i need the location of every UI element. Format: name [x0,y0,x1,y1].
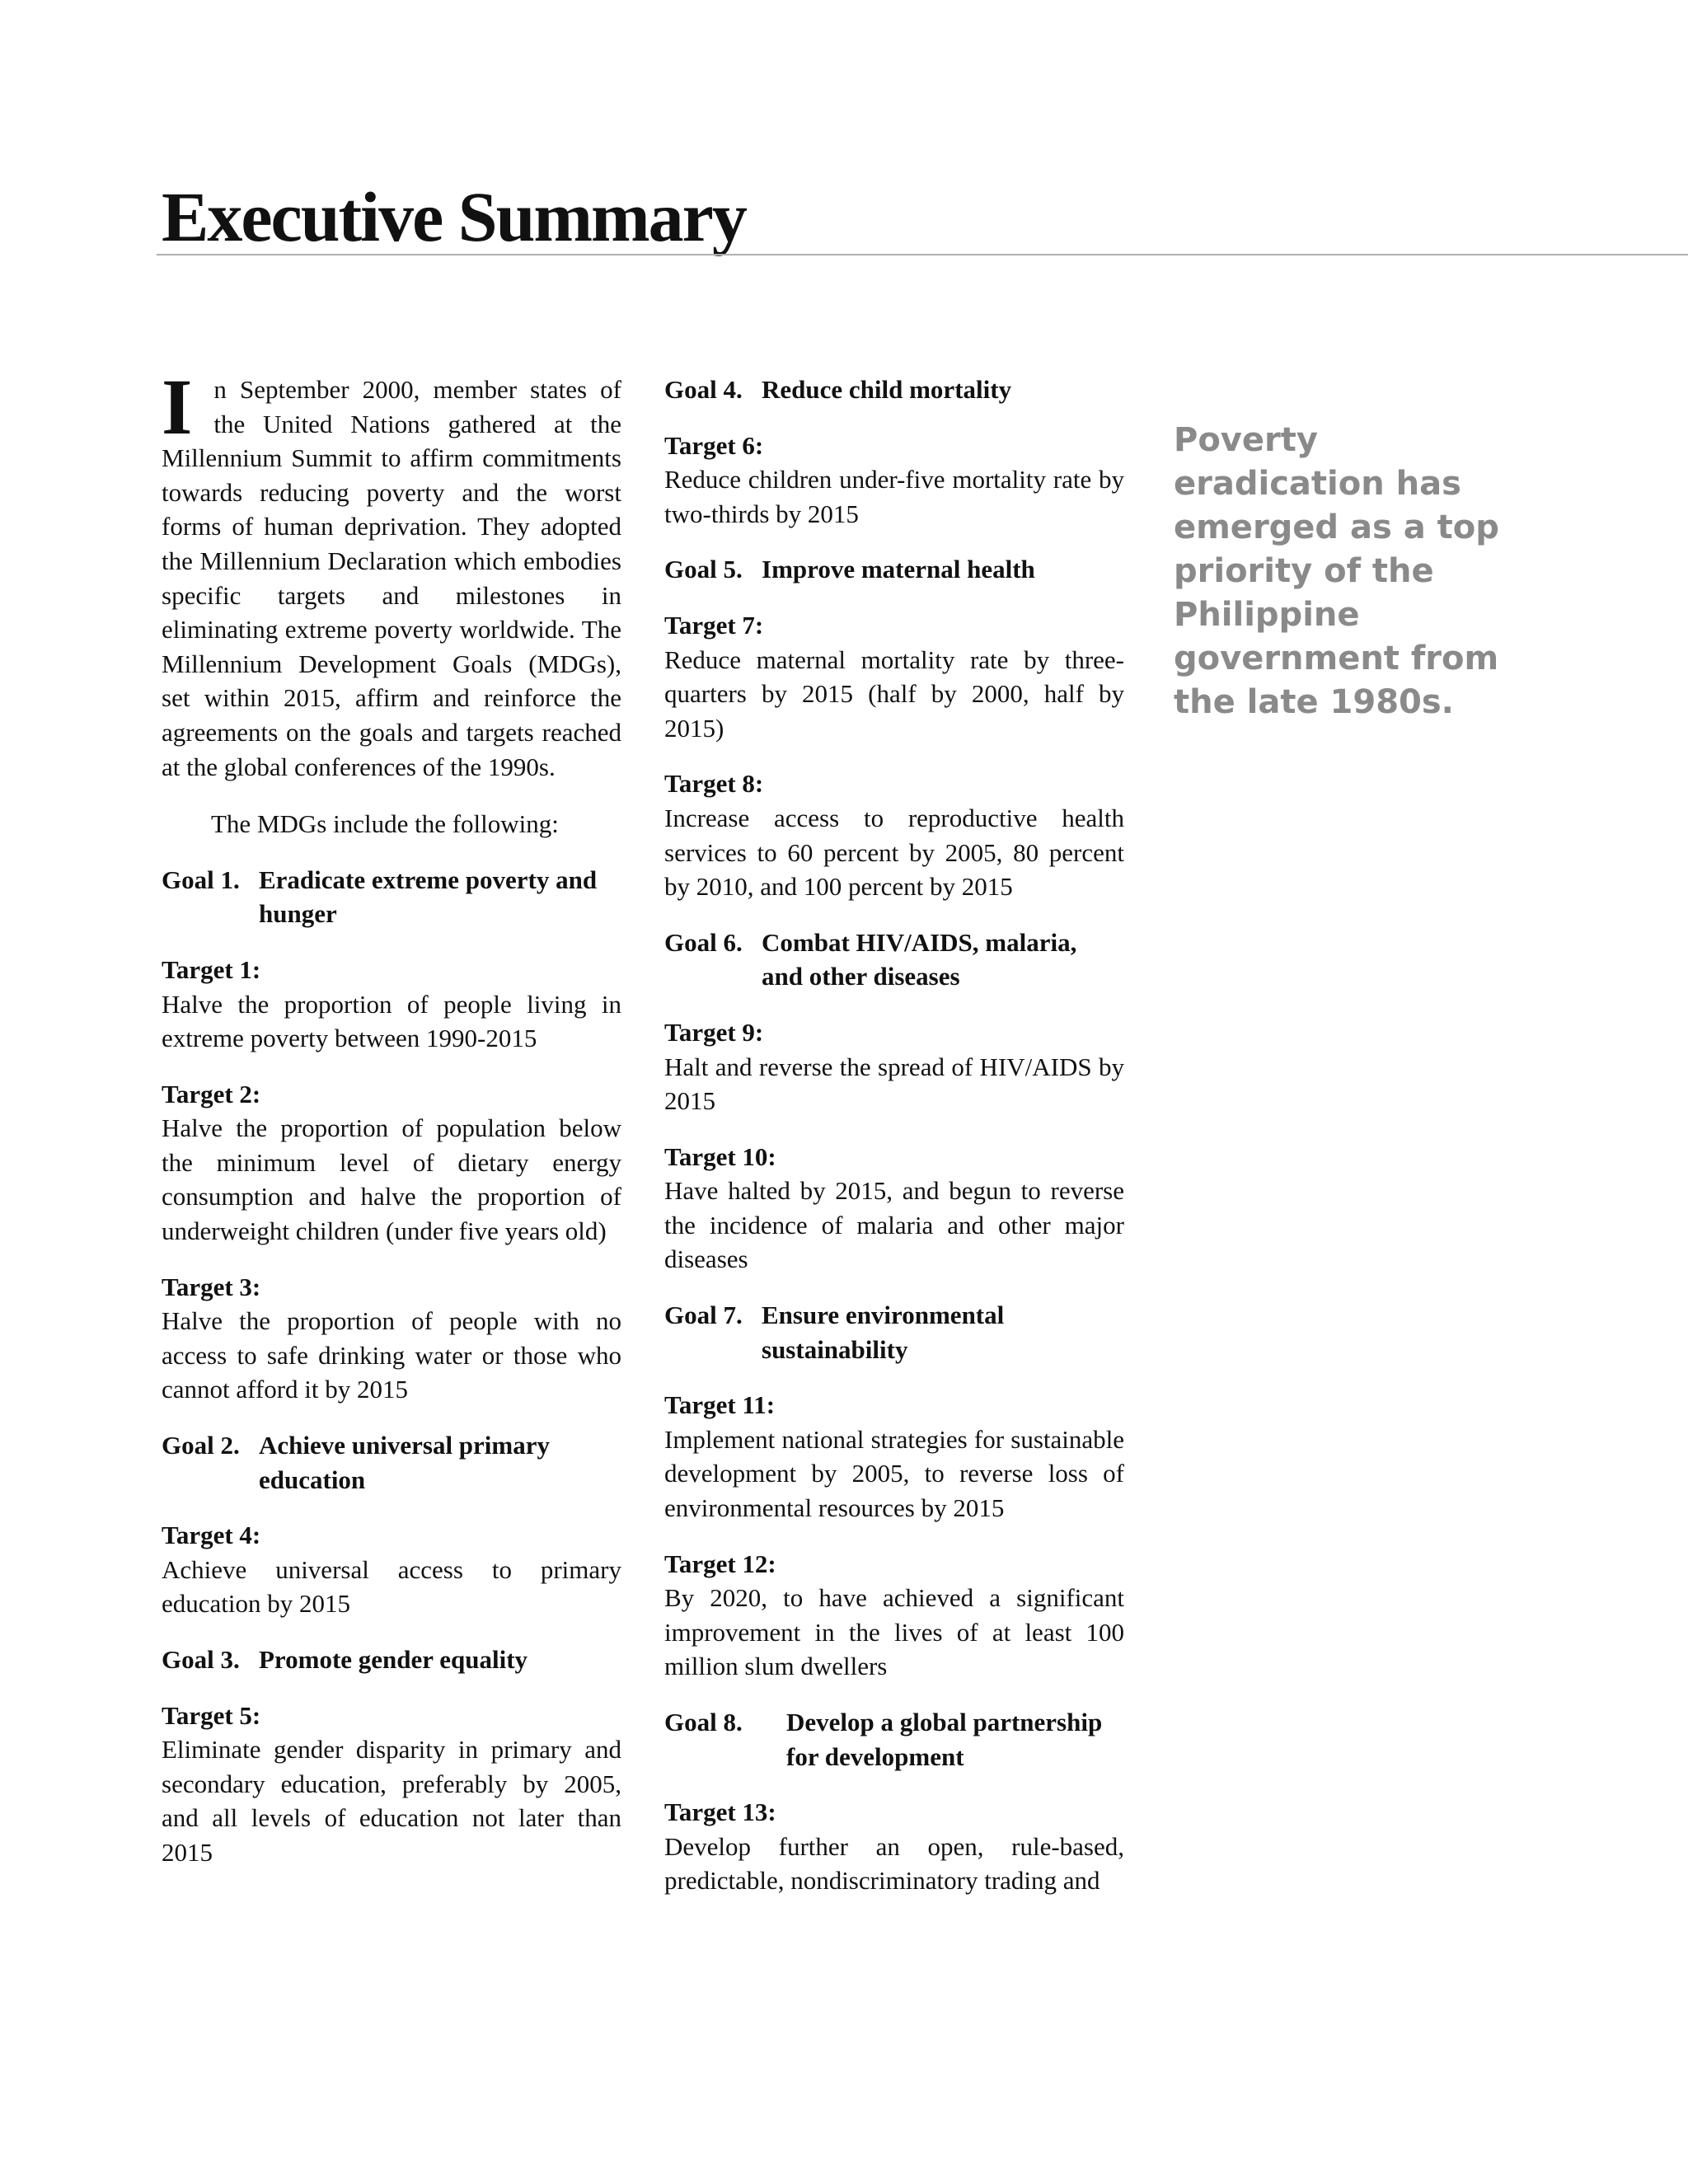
target-label: Target 7: [664,610,764,640]
target-text: Reduce children under-five mortality rate by two-thirds by 2015 [664,465,1124,528]
goal-heading [664,1298,1124,1366]
target-label: Target 3: [162,1272,261,1301]
target-label: Target 13: [664,1797,776,1827]
target-text: Halve the proportion of population below the minimum level of dietary energy consumption and halve the proportion of underweight children (under five years old) [162,1113,621,1246]
intro-paragraph [162,363,621,784]
goal-title: Reduce child mortality [762,375,1012,404]
goal-heading [664,926,1124,994]
title-divider [157,254,1688,255]
drop-cap: I [162,363,193,451]
goal-number: Goal 1. [162,865,240,894]
goal-heading [664,1705,1124,1774]
goal-number: Goal 2. [162,1431,240,1460]
target-label: Target 9: [664,1017,764,1047]
goal-heading [162,1643,621,1677]
target-label: Target 1: [162,954,261,984]
target-text: Implement national strategies for sustainable development by 2005, to reverse loss of environmental resources by 2015 [664,1424,1124,1523]
goal-number: Goal 8. [664,1708,743,1736]
goal-heading [162,863,621,931]
goal-title: Improve maternal health [762,555,1035,584]
target-text: Reduce maternal mortality rate by three-quarters by 2015 (half by 2000, half by 2015) [664,644,1124,743]
goal-heading [664,552,1124,587]
target-label: Target 11: [664,1390,776,1420]
pull-quote: Poverty eradication has emerged as a top priority of the Philippine government from the late 1980s. [1174,421,1499,721]
middle-column [664,373,1124,1898]
target-text: Halve the proportion of people living in extreme poverty between 1990-2015 [162,989,621,1053]
goal-title: Develop a global partnership for development [786,1708,1103,1771]
target-label: Target 10: [664,1141,776,1171]
target-text: Halve the proportion of people with no access to safe drinking water or those who cannot afford it by 2015 [162,1306,621,1404]
target-text: Eliminate gender disparity in primary and secondary education, preferably by 2005, and all levels of education not later than 2015 [162,1735,621,1867]
mdgs-intro-line: The MDGs include the following: [211,809,559,839]
goal-number: Goal 6. [664,927,743,957]
target-text: By 2020, to have achieved a significant improvement in the lives of at least 100 million slum dwellers [664,1583,1124,1681]
goal-number: Goal 4. [664,375,743,404]
target-text: Have halted by 2015, and begun to reverse the incidence of malaria and other major diseases [664,1176,1124,1274]
goal-title: Eradicate extreme poverty and hunger [259,865,598,929]
target-text: Increase access to reproductive health services to 60 percent by 2005, 80 percent by 2010, and 100 percent by 2015 [664,803,1124,902]
target-label: Target 12: [664,1549,776,1578]
goal-number: Goal 5. [664,555,743,584]
goal-heading [664,373,1124,407]
target-text: Achieve universal access to primary education by 2015 [162,1554,621,1619]
page-title: Executive Summary [162,177,746,256]
goal-number: Goal 7. [664,1301,743,1330]
goal-title: Promote gender equality [259,1645,528,1674]
goal-title: Combat HIV/AIDS, malaria, and other diseases [762,927,1077,991]
target-label: Target 4: [162,1521,261,1550]
intro-text: n September 2000, member states of the United Nations gathered at the Millennium Summit to affirm commitments towards reducing poverty and the worst forms of human deprivation. They adopted the Millennium Declaration which embodies specific targets and milestones in eliminating extreme poverty worldwide. The Millennium Development Goals (MDGs), set within 2015, affirm and reinforce the agreements on the goals and targets reached at the global conferences of the 1990s. [162,375,621,781]
goal-number: Goal 3. [162,1645,240,1674]
target-label: Target 2: [162,1079,261,1108]
left-column [162,363,621,1870]
target-text: Halt and reverse the spread of HIV/AIDS by 2015 [664,1052,1124,1116]
goal-title: Achieve universal primary education [259,1431,551,1494]
target-text: Develop further an open, rule-based, predictable, nondiscriminatory trading and [664,1831,1124,1896]
target-label: Target 6: [664,430,764,460]
target-label: Target 5: [162,1700,261,1730]
goal-title: Ensure environmental sustainability [762,1301,1005,1364]
goal-heading [162,1428,621,1497]
target-label: Target 8: [664,769,764,799]
